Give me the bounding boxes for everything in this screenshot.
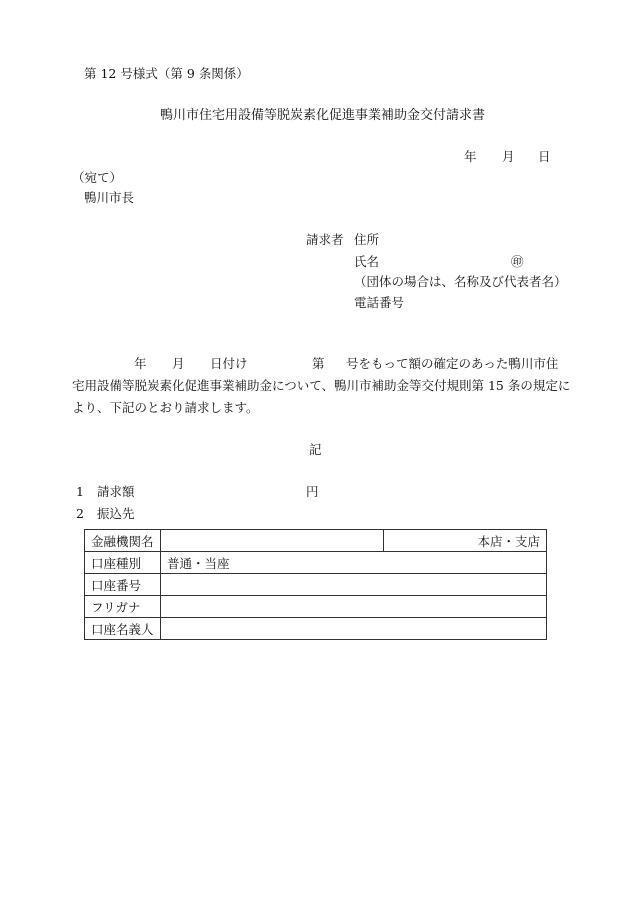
furigana-value xyxy=(161,596,547,618)
date-day: 日 xyxy=(538,149,551,164)
form-number: 第 12 号様式（第 9 条関係） xyxy=(84,66,249,81)
bank-name-value xyxy=(161,530,384,552)
branch-cell: 本店・支店 xyxy=(384,530,547,552)
table-row xyxy=(85,596,547,618)
date-year: 年 xyxy=(464,149,477,164)
account-type-label: 口座種別 xyxy=(85,552,161,574)
furigana-label: フリガナ xyxy=(85,596,161,618)
addressee-name: 鴨川市長 xyxy=(84,190,135,205)
requester-name-label: 氏名 xyxy=(354,254,380,269)
bank-table xyxy=(84,529,547,640)
account-number-label: 口座番号 xyxy=(85,574,161,596)
requester-label: 請求者 xyxy=(306,232,344,247)
document-title: 鴨川市住宅用設備等脱炭素化促進事業補助金交付請求書 xyxy=(160,108,486,123)
table-row xyxy=(85,530,547,552)
body-line1-rest: 号をもって額の確定のあった鴨川市住 xyxy=(346,356,559,371)
body-dated: 日付け xyxy=(210,356,248,371)
account-holder-label: 口座名義人 xyxy=(85,618,161,640)
account-holder-value xyxy=(161,618,547,640)
seal-mark: ㊞ xyxy=(511,254,524,269)
item1-label: 請求額 xyxy=(97,484,135,499)
item2-label: 振込先 xyxy=(97,506,135,521)
item1-number: 1 xyxy=(76,484,84,499)
account-number-value xyxy=(161,574,547,596)
addressee-note: （宛て） xyxy=(72,170,123,185)
ki-heading: 記 xyxy=(309,442,322,457)
table-row xyxy=(85,618,547,640)
body-year: 年 xyxy=(134,356,147,371)
body-line3: より、下記のとおり請求します。 xyxy=(72,400,259,415)
bank-name-label: 金融機関名 xyxy=(85,530,161,552)
item2-number: 2 xyxy=(76,506,84,521)
item1-unit: 円 xyxy=(306,484,319,499)
body-month: 月 xyxy=(172,356,185,371)
table-row xyxy=(85,552,547,574)
body-line2: 宅用設備等脱炭素化促進事業補助金について、鴨川市補助金等交付規則第 15 条の規定に xyxy=(72,378,571,393)
requester-address-label: 住所 xyxy=(354,232,380,247)
account-type-value: 普通・当座 xyxy=(161,552,547,574)
table-row xyxy=(85,574,547,596)
group-note: （団体の場合は、名称及び代表者名） xyxy=(354,274,567,289)
body-dai: 第 xyxy=(312,356,325,371)
date-month: 月 xyxy=(502,149,515,164)
requester-phone-label: 電話番号 xyxy=(354,295,405,310)
